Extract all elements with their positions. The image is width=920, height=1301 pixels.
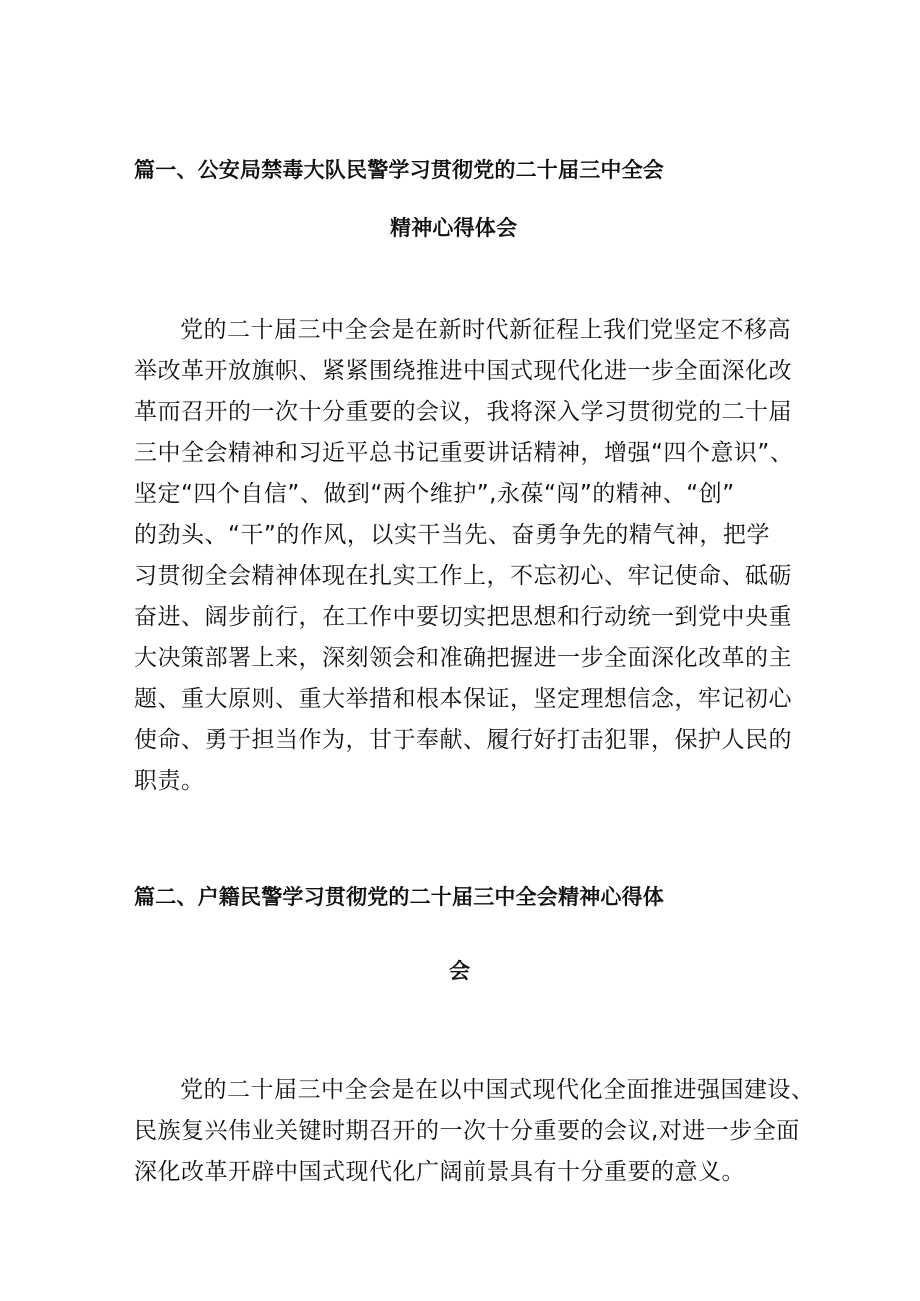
section-2-paragraph-line: 民族复兴伟业关键时期召开的一次十分重要的会议,对进一步全面	[134, 1118, 800, 1144]
section-1-paragraph-line: 党的二十届三中全会是在新时代新征程上我们党坚定不移高	[180, 317, 791, 343]
section-1-title-line-2: 精神心得体会	[390, 216, 518, 240]
section-1-paragraph-line: 三中全会精神和习近平总书记重要讲话精神，增强“四个意识”、	[134, 440, 794, 466]
section-1-paragraph-line: 革而召开的一次十分重要的会议，我将深入学习贯彻党的二十届	[134, 399, 792, 425]
section-1-title-line-1: 篇一、公安局禁毒大队民警学习贯彻党的二十届三中全会	[134, 158, 664, 182]
section-1-paragraph-line: 的劲头、“干”的作风，以实干当先、奋勇争先的精气神，把学	[134, 522, 770, 548]
section-1-paragraph-line: 习贯彻全会精神体现在扎实工作上，不忘初心、牢记使命、砥砺	[134, 563, 792, 589]
section-2-paragraph-line: 深化改革开辟中国式现代化广阔前景具有十分重要的意义。	[134, 1159, 745, 1185]
section-2-title-line-2: 会	[449, 959, 471, 983]
section-1-paragraph-line: 题、重大原则、重大举措和根本保证，坚定理想信念，牢记初心	[134, 686, 792, 712]
section-2-title-line-1: 篇二、户籍民警学习贯彻党的二十届三中全会精神心得体	[134, 885, 664, 909]
section-1-paragraph-line: 奋进、阔步前行，在工作中要切实把思想和行动统一到党中央重	[134, 604, 792, 630]
section-1-paragraph-line: 大决策部署上来，深刻领会和准确把握进一步全面深化改革的主	[134, 645, 792, 671]
section-1-paragraph-line: 使命、勇于担当作为，甘于奉献、履行好打击犯罪，保护人民的	[134, 727, 792, 753]
section-1-paragraph-line: 职责。	[134, 768, 205, 794]
section-1-paragraph-line: 举改革开放旗帜、紧紧围绕推进中国式现代化进一步全面深化改	[134, 358, 792, 384]
section-2-paragraph-line: 党的二十届三中全会是在以中国式现代化全面推进强国建设、	[180, 1077, 815, 1103]
section-1-paragraph-line: 坚定“四个自信”、做到“两个维护”,永葆“闯”的精神、“创”	[134, 481, 735, 507]
